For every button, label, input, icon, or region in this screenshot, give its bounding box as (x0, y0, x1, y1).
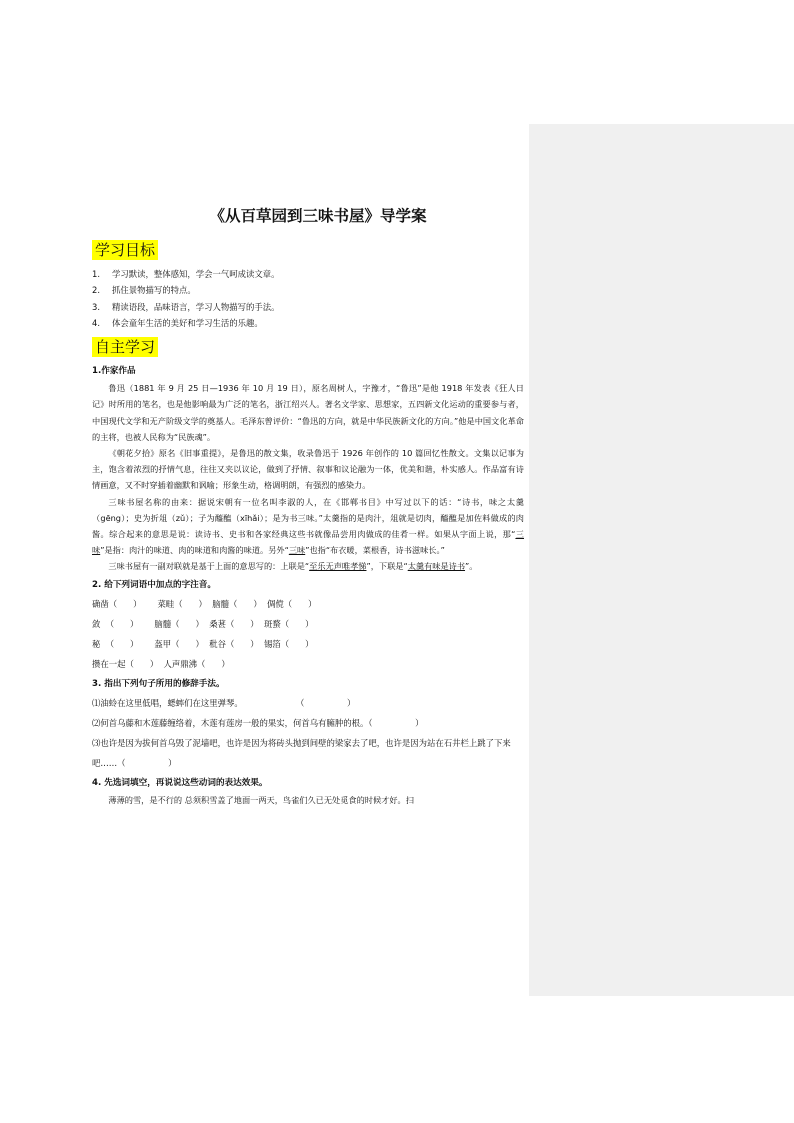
couplet-upper: 至乐无声唯孝悌 (309, 561, 367, 572)
subsection-title-rhetoric: 3. 指出下列句子所用的修辞手法。 (92, 678, 225, 689)
paragraph-snow: 薄薄的雪，是不行的 总须积雪盖了地面一两天，鸟雀们久已无处觅食的时候才好。扫 (108, 794, 414, 805)
rhetoric-question-1: ⑴油蛉在这里低唱，蟋蟀们在这里弹琴。 （ ） (92, 697, 356, 708)
pinyin-row: 敛 （ ） 脑髓（ ） 桑葚（ ） 斑蝥（ ） (92, 618, 314, 629)
underlined-sanwei-2: 三味 (288, 545, 306, 556)
paragraph-zhaohua: 《朝花夕拾》原名《旧事重提》，是鲁迅的散文集，收录鲁迅于 1926 年创作的 10 篇回忆性散文。文集以记事为主，饱含着浓烈的抒情气息，往往又夹以议论，做到了抒情、叙事和议论融为一体，优美和谐，朴实感人。作品富有诗情画意，又不时穿插着幽默和讽喻；形象生动，格调明朗，有强烈的感染力。 (92, 448, 524, 491)
goals-list (92, 266, 524, 331)
subsection-title-author: 1.作家作品 (92, 366, 136, 377)
document-title: 《从百草园到三味书屋》导学案 (209, 207, 427, 225)
subsection-title-verbs: 4. 先选词填空，再说说这些动词的表达效果。 (92, 777, 268, 788)
pinyin-row: 攒在一起（ ） 人声鼎沸（ ） (92, 658, 230, 669)
goal-item (92, 299, 524, 315)
goal-text: 精读语段，品味语言，学习人物描写的手法。 (112, 301, 280, 312)
goal-item (92, 266, 524, 282)
pinyin-row: 确凿（ ） 菜畦（ ） 脑髓（ ） 倜傥（ ） (92, 598, 317, 609)
goal-text: 抓住景物描写的特点。 (112, 285, 196, 296)
goal-number: 2. (92, 285, 100, 296)
comment-pane (529, 124, 794, 996)
goal-number: 1. (92, 269, 100, 279)
underlined-sanwei: 三味 (92, 529, 524, 556)
paragraph-luxun: 鲁迅（1881 年 9 月 25 日—1936 年 10 月 19 日），原名周树人，字豫才，“鲁迅”是他 1918 年发表《狂人日记》时所用的笔名，也是他影响最为广泛的笔名，浙江绍兴人。著名文学家、思想家，五四新文化运动的重要参与者，中国现代文学和无产阶级文学的奠基人。毛泽东曾评价：“鲁迅的方向，就是中华民族新文化的方向。”他是中国文化革命的主将，也被人民称为“民族魂”。 (92, 383, 524, 442)
goal-number: 4. (92, 317, 100, 328)
rhetoric-question-3: ⑶也许是因为拔何首乌毁了泥墙吧，也许是因为将砖头抛到间壁的梁家去了吧，也许是因为站在石井栏上跳了下来吧……（ ） (92, 737, 511, 768)
goal-text: 学习默读，整体感知，学会一气呵成读文章。 (112, 269, 280, 279)
paragraph-sanwei-origin: 三味书屋名称的由来：据说宋朝有一位名叫李淑的人，在《邯郸书目》中写过以下的话：“诗书，味之太羹（gēng）；史为折俎（zǔ）；子为醯醢（xīhǎi）；是为书三味。”太羹指的是肉汁，俎就是切肉，醯醢是加佐料做成的肉酱。综合起来的意思是说：读诗书、史书和各家经典这些书就像品尝用肉做成的佳肴一样。如果从字面上说，那“三味”是指：肉汁的味道、肉的味道和肉酱的味道。另外“三味”也指“布衣暖，菜根香，诗书滋味长。” (92, 496, 524, 556)
couplet-lower: 太羹有味是诗书 (407, 561, 466, 572)
section-heading-goals: 学习目标 (92, 240, 158, 260)
section-heading-self-study: 自主学习 (92, 337, 158, 357)
paragraph-couplet: 三味书屋有一副对联就是基于上面的意思写的：上联是“至乐无声唯孝悌”，下联是“太羹有味是诗书”。 (108, 561, 478, 572)
subsection-title-pinyin: 2. 给下列词语中加点的字注音。 (92, 579, 216, 590)
goal-number: 3. (92, 301, 100, 312)
goal-text: 体会童年生活的美好和学习生活的乐趣。 (112, 317, 263, 328)
goal-item (92, 315, 524, 331)
document-body (92, 204, 524, 808)
goal-item (92, 282, 524, 298)
rhetoric-question-2: ⑵何首乌藤和木莲藤缠络着，木莲有莲房一般的果实，何首乌有臃肿的根。（ ） (92, 717, 424, 728)
pinyin-row: 秘 （ ） 盔甲（ ） 秕谷（ ） 锡箔（ ） (92, 638, 314, 649)
